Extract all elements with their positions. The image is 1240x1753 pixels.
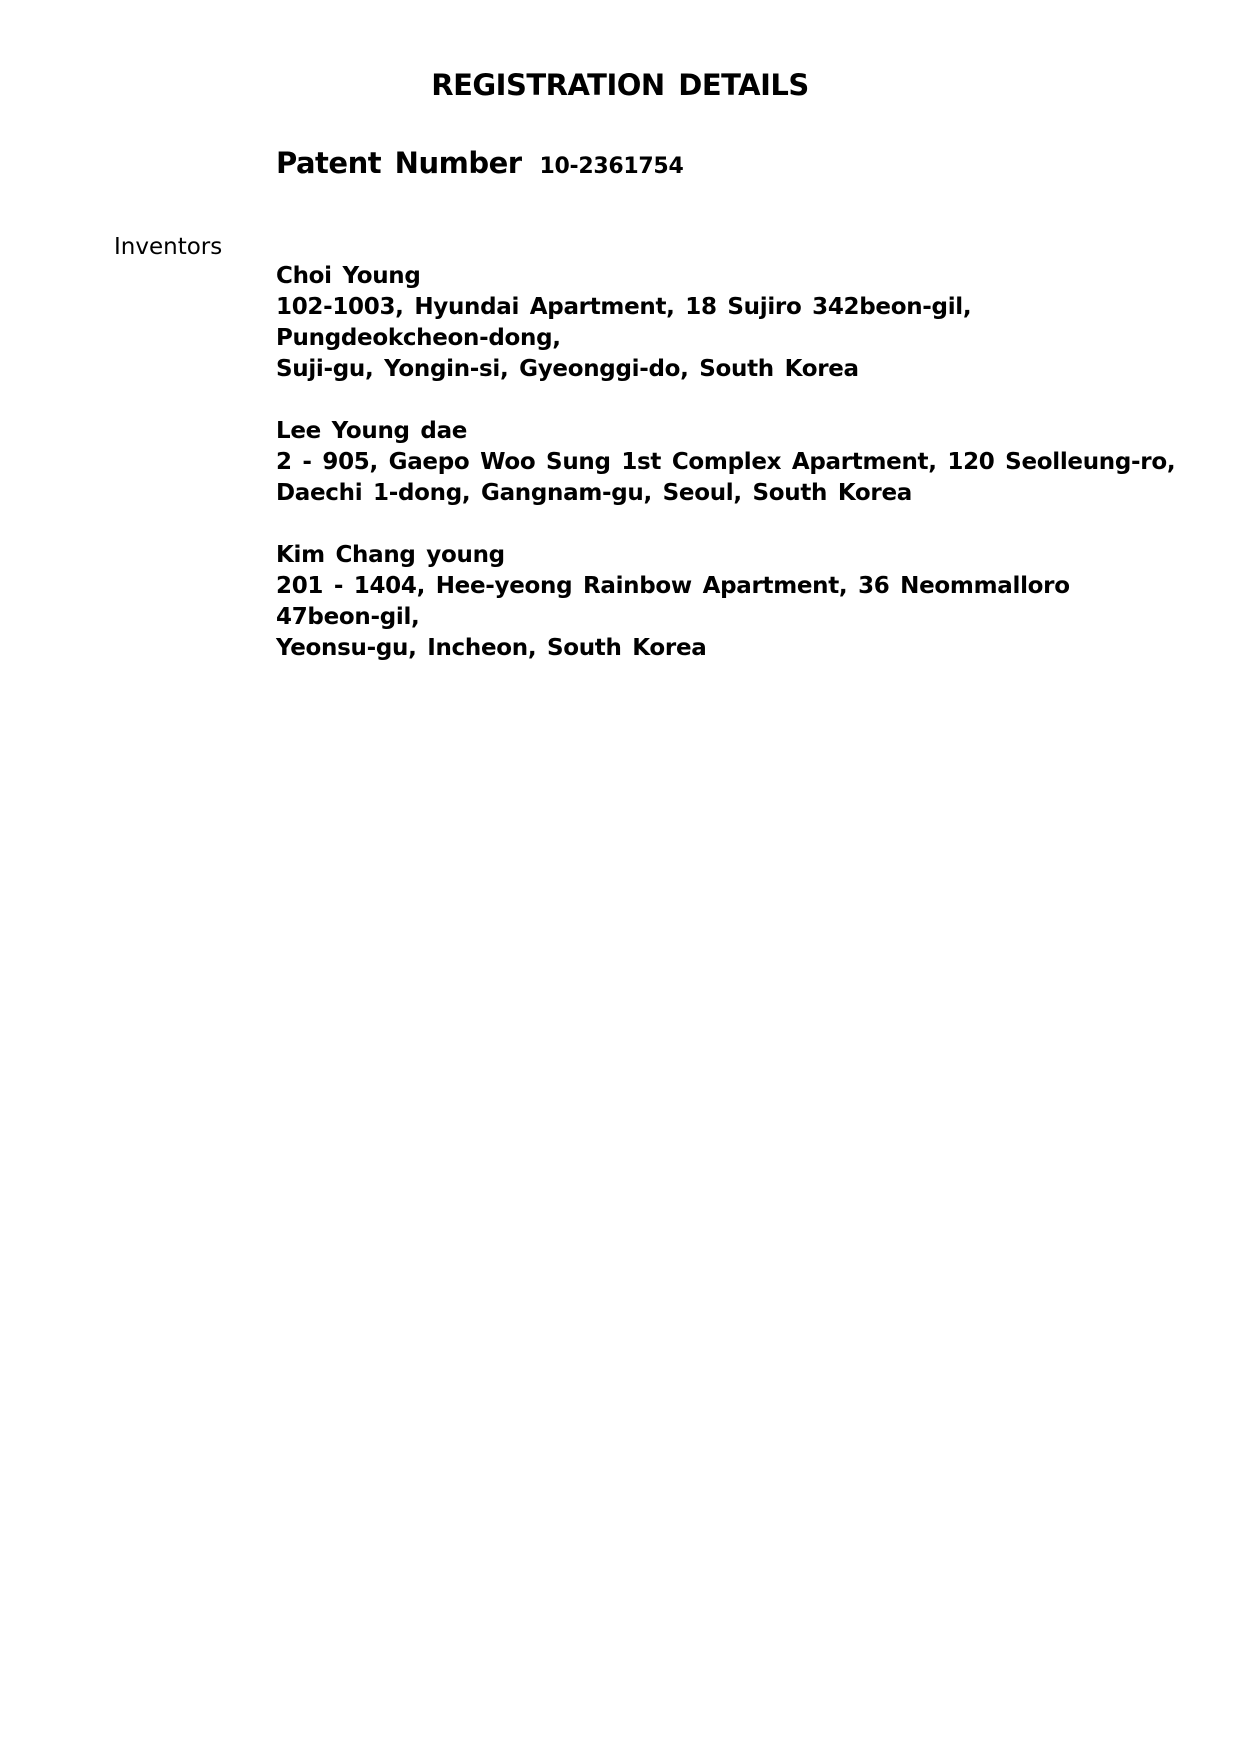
patent-number-row — [276, 146, 683, 180]
inventor-list — [276, 261, 1176, 695]
inventor-address: 2 - 905, Gaepo Woo Sung 1st Complex Apartment, 120 Seolleung-ro, Daechi 1-dong, Gangnam-gu, Seoul, South Korea — [276, 449, 1176, 506]
inventors-label: Inventors — [114, 234, 223, 260]
document-title: REGISTRATION DETAILS — [431, 68, 809, 102]
inventor-address: 102-1003, Hyundai Apartment, 18 Sujiro 342beon-gil, Pungdeokcheon-dong, Suji-gu, Yongin-si, Gyeonggi-do, South Korea — [276, 294, 972, 382]
patent-number-value: 10-2361754 — [539, 154, 684, 179]
inventor-name: Lee Young dae — [276, 418, 468, 444]
patent-number-label: Patent Number — [276, 146, 522, 180]
inventor-entry — [276, 540, 1176, 664]
inventor-address: 201 - 1404, Hee-yeong Rainbow Apartment, 36 Neommalloro 47beon-gil, Yeonsu-gu, Incheon, South Korea — [276, 573, 1070, 661]
inventor-entry — [276, 261, 1176, 385]
inventor-entry — [276, 416, 1176, 509]
inventor-name: Choi Young — [276, 263, 421, 289]
inventor-name: Kim Chang young — [276, 542, 505, 568]
